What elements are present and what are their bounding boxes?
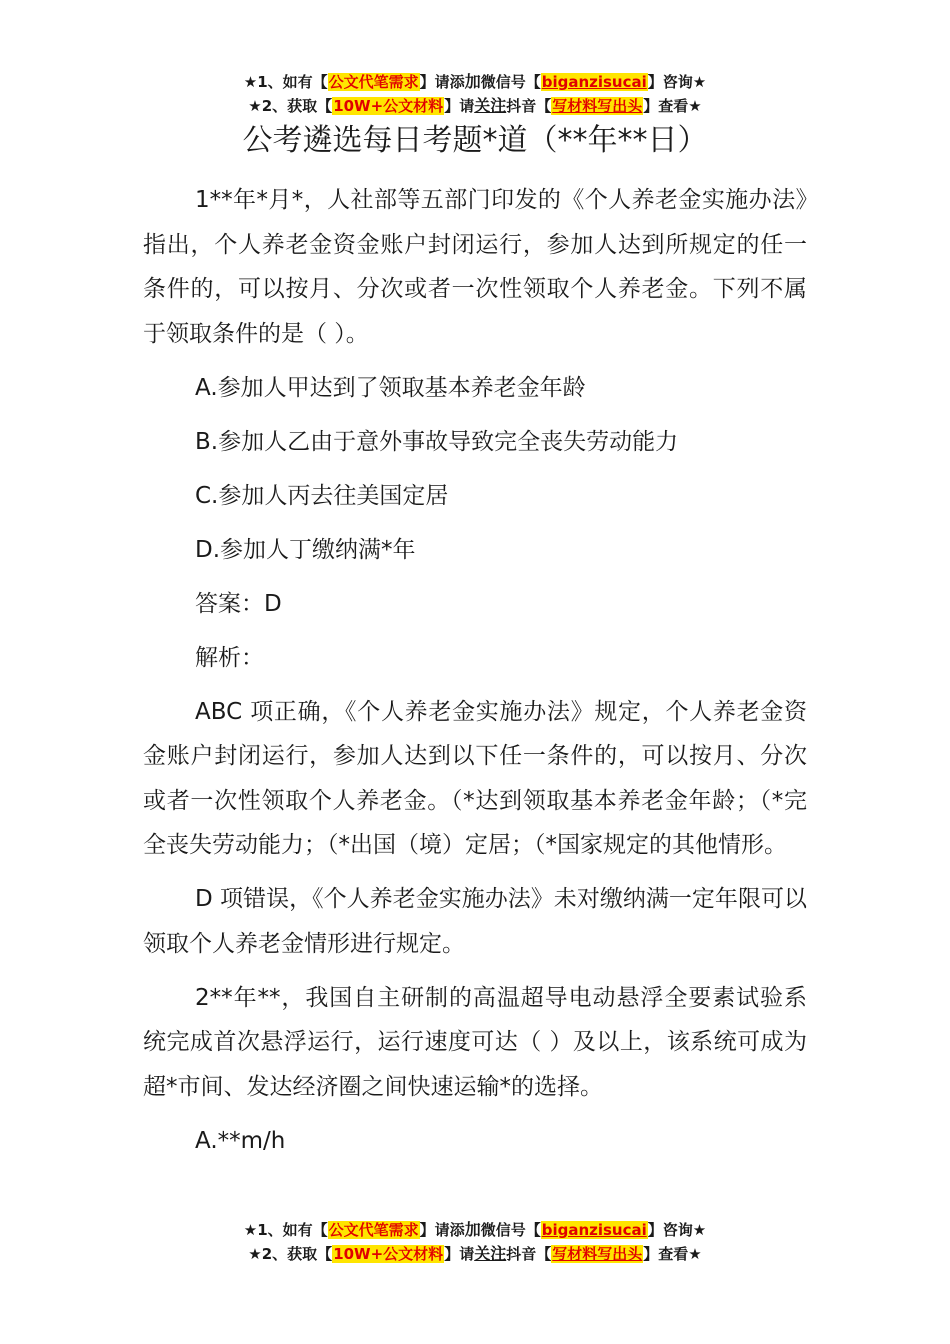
banner-text: 】查看★ bbox=[643, 97, 702, 115]
banner-line-1 bbox=[0, 1218, 950, 1242]
question-2-stem: 2**年**，我国自主研制的高温超导电动悬浮全要素试验系统完成首次悬浮运行，运行速度可达（ ）及以上，该系统可成为超*市间、发达经济圈之间快速运输*的选择。 bbox=[143, 984, 807, 1100]
star-icon: ★ bbox=[243, 1221, 258, 1239]
q2-option-a: A.**m/h bbox=[195, 1127, 286, 1154]
star-icon: ★ bbox=[248, 97, 262, 115]
option-b: B.参加人乙由于意外事故导致完全丧失劳动能力 bbox=[195, 428, 679, 455]
douyin-account-link[interactable]: 写材料写出头 bbox=[552, 1245, 643, 1263]
wechat-id-link[interactable]: biganzisucai bbox=[541, 73, 647, 91]
footer-banner bbox=[0, 1218, 950, 1266]
highlight-materials: 10W+公文材料 bbox=[333, 1245, 444, 1263]
highlight-service: 公文代笔需求 bbox=[328, 73, 419, 91]
option-d: D.参加人丁缴纳满*年 bbox=[195, 536, 416, 563]
banner-line-2 bbox=[0, 1242, 950, 1266]
banner-text: 微信号【 bbox=[480, 73, 541, 91]
banner-text: 】咨询★ bbox=[647, 1221, 707, 1239]
banner-text: 微信号【 bbox=[480, 1221, 541, 1239]
option-a: A.参加人甲达到了领取基本养老金年龄 bbox=[195, 374, 586, 401]
follow-link[interactable]: 关注 bbox=[474, 96, 507, 115]
banner-text: 】请添 bbox=[419, 1221, 465, 1239]
answer: 答案：D bbox=[195, 590, 282, 617]
highlight-materials: 10W+公文材料 bbox=[333, 97, 444, 115]
banner-text: 抖音【 bbox=[506, 97, 552, 115]
banner-line-1 bbox=[0, 70, 950, 94]
highlight-service: 公文代笔需求 bbox=[328, 1221, 419, 1239]
banner-text: 】咨询★ bbox=[647, 73, 707, 91]
banner-text: 】请 bbox=[444, 1245, 475, 1263]
banner-text: 】请 bbox=[444, 97, 475, 115]
analysis-abc: ABC 项正确，《个人养老金实施办法》规定，个人养老金资金账户封闭运行，参加人达到以下任一条件的，可以按月、分次或者一次性领取个人养老金。（*达到领取基本养老金年龄；（*完全丧失劳动能力；（*出国（境）定居；（*国家规定的其他情形。 bbox=[143, 698, 807, 858]
wechat-id-link[interactable]: biganzisucai bbox=[541, 1221, 647, 1239]
question-1-stem: 1**年*月*，人社部等五部门印发的《个人养老金实施办法》指出，个人养老金资金账户封闭运行，参加人达到所规定的任一条件的，可以按月、分次或者一次性领取个人养老金。下列不属于领取条件的是（ ）。 bbox=[143, 187, 807, 347]
banner-text: 2、获取【 bbox=[261, 97, 333, 115]
banner-text: 2、获取【 bbox=[261, 1245, 333, 1263]
banner-text: 1、如有【 bbox=[257, 1221, 328, 1239]
banner-text: 】查看★ bbox=[643, 1245, 702, 1263]
douyin-account-link[interactable]: 写材料写出头 bbox=[552, 97, 643, 115]
follow-link[interactable]: 关注 bbox=[474, 1244, 507, 1263]
option-c: C.参加人丙去往美国定居 bbox=[195, 482, 449, 509]
banner-text-bold: 加 bbox=[464, 1220, 481, 1239]
banner-text: 】请添 bbox=[419, 73, 465, 91]
page-title: 公考遴选每日考题*道（**年**日） bbox=[242, 123, 708, 158]
banner-text-bold: 加 bbox=[464, 72, 481, 91]
star-icon: ★ bbox=[243, 73, 258, 91]
document-body bbox=[143, 178, 807, 1173]
star-icon: ★ bbox=[248, 1245, 262, 1263]
banner-text: 抖音【 bbox=[506, 1245, 552, 1263]
header-banner bbox=[0, 70, 950, 118]
banner-line-2 bbox=[0, 94, 950, 118]
banner-text: 1、如有【 bbox=[257, 73, 328, 91]
analysis-label: 解析： bbox=[195, 644, 264, 671]
analysis-d: D 项错误，《个人养老金实施办法》未对缴纳满一定年限可以领取个人养老金情形进行规定。 bbox=[143, 886, 807, 957]
